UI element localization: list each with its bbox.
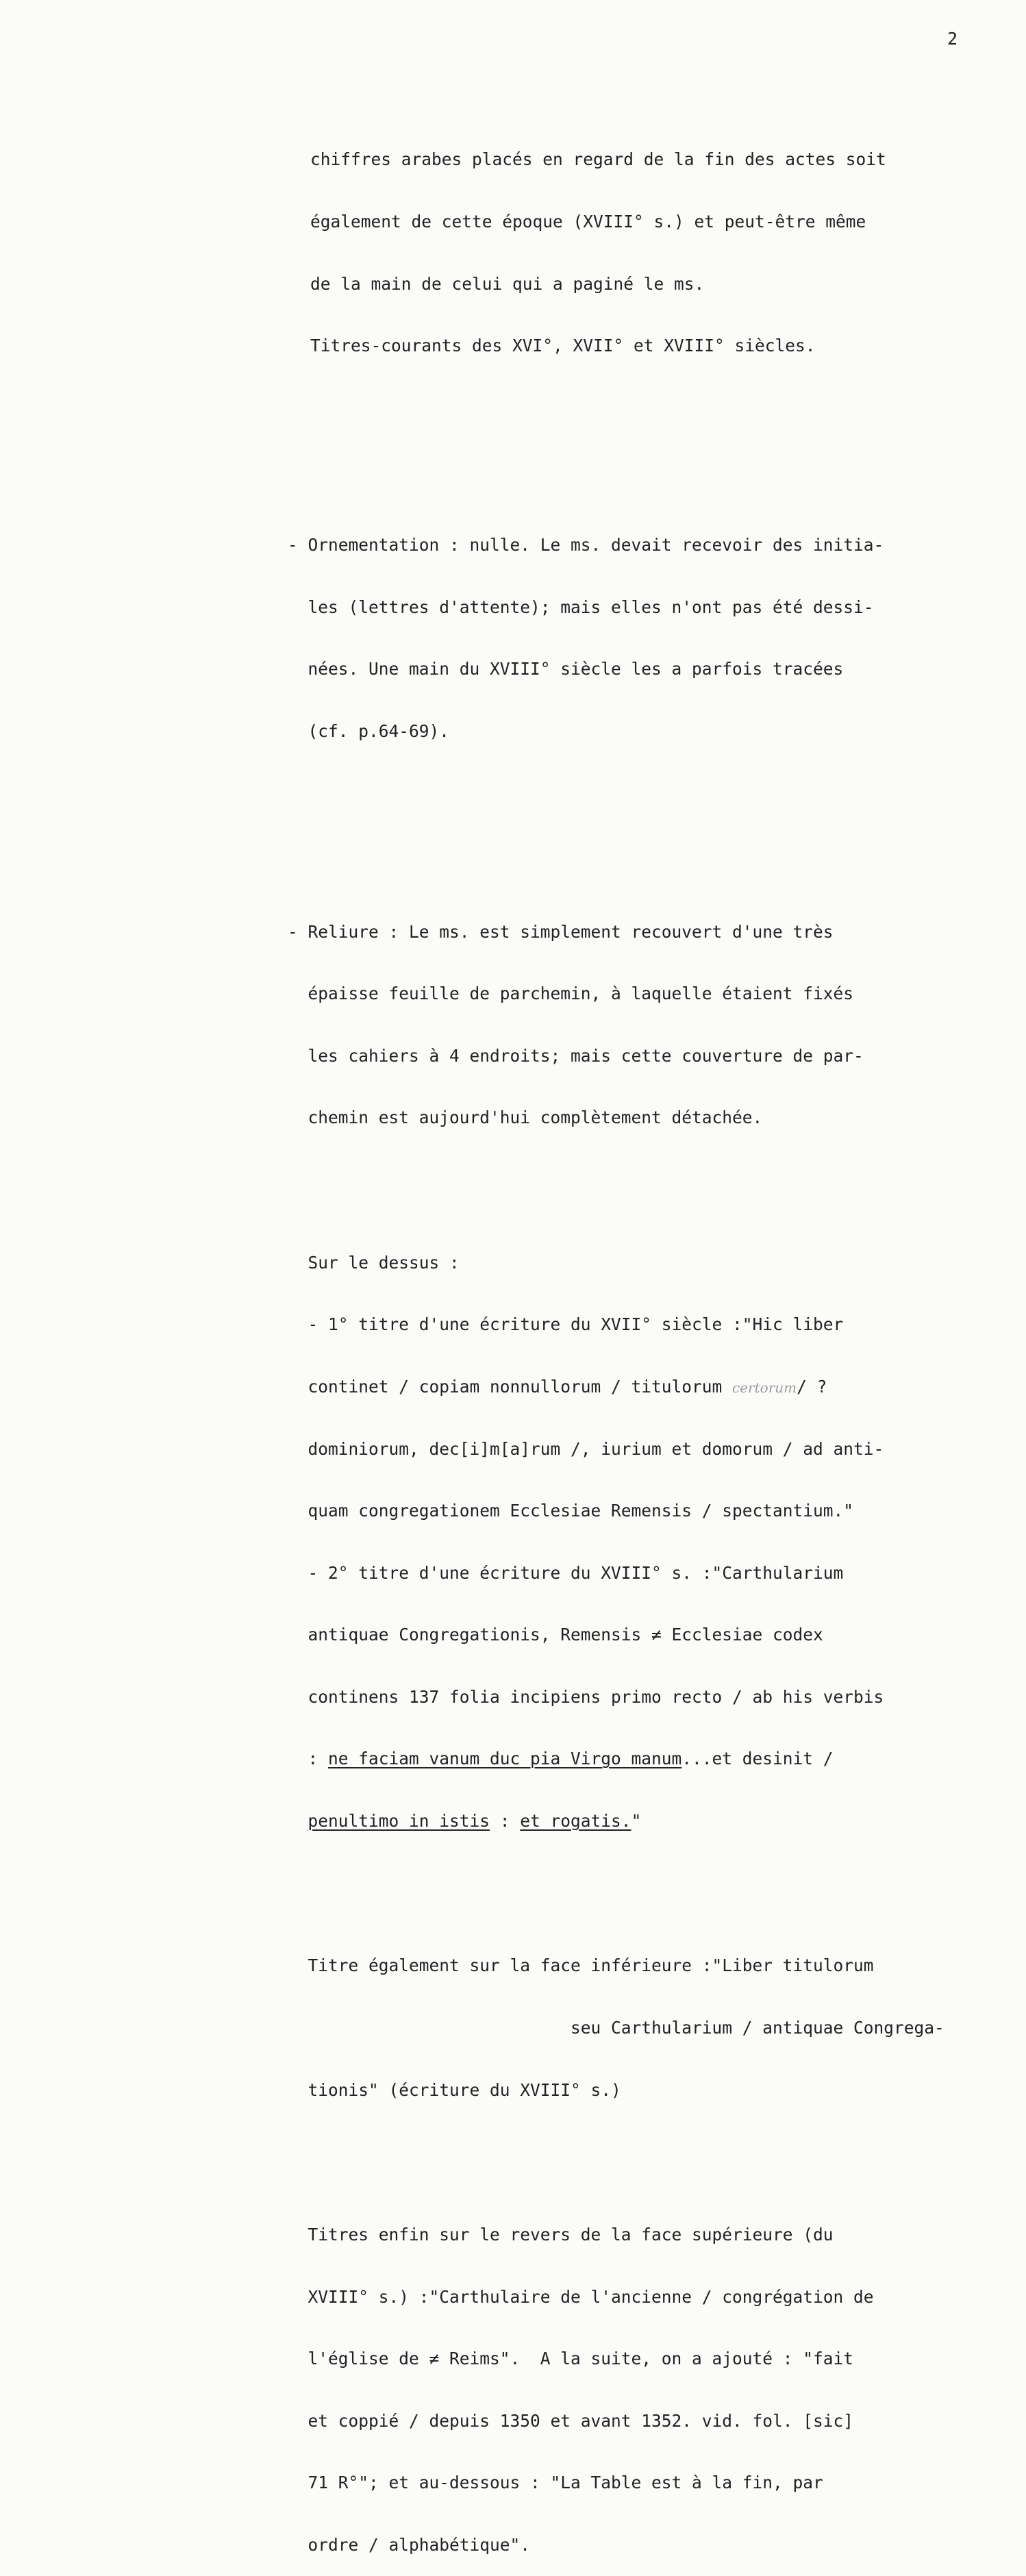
typed-text-body xyxy=(288,108,1024,2576)
ornementation-line: nées. Une main du XVIII° siècle les a parfois tracées xyxy=(288,659,844,679)
dessus-line: quam congregationem Ecclesiae Remensis / spectantium." xyxy=(288,1501,854,1521)
dessus-text: : xyxy=(490,1811,521,1831)
revers-line: XVIII° s.) :"Carthulaire de l'ancienne / congrégation de xyxy=(288,2286,874,2307)
revers-line: et coppié / depuis 1350 et avant 1352. vid. fol. [sic] xyxy=(288,2410,854,2431)
dessus-line: antiquae Congregationis, Remensis ≠ Ecclesiae codex xyxy=(288,1625,823,1645)
dessus-text: / ? xyxy=(797,1376,827,1397)
reliure-line: chemin est aujourd'hui complètement détachée. xyxy=(288,1108,763,1128)
text-line: Titres-courants des XVI°, XVII° et XVIII° siècles. xyxy=(310,336,816,356)
inferieure-line: Titre également sur la face inférieure :"Liber titulorum xyxy=(288,1955,874,1976)
text-line: de la main de celui qui a paginé le ms. xyxy=(310,273,705,294)
revers-line: l'église de ≠ Reims". A la suite, on a ajouté : "fait xyxy=(288,2349,854,2369)
dessus-line xyxy=(288,1377,1024,1397)
reliure-line: les cahiers à 4 endroits; mais cette couverture de par- xyxy=(288,1045,864,1066)
underlined-quote: penultimo in istis xyxy=(308,1811,490,1831)
text-line: chiffres arabes placés en regard de la fin des actes soit xyxy=(310,149,886,170)
inferieure-line: seu Carthularium / antiquae Congrega- xyxy=(288,2018,944,2038)
dessus-text xyxy=(288,1811,308,1831)
inferieure-line: tionis" (écriture du XVIII° s.) xyxy=(288,2079,621,2100)
revers-line: 71 R°"; et au-dessous : "La Table est à la fin, par xyxy=(288,2473,823,2493)
dessus-text: continet / copiam nonnullorum / titulorum xyxy=(288,1376,733,1397)
dessus-line xyxy=(288,1811,1024,1831)
underlined-quote: et rogatis. xyxy=(520,1811,631,1831)
handwritten-annotation: certorum xyxy=(732,1379,797,1396)
reliure-line: épaisse feuille de parchemin, à laquelle étaient fixés xyxy=(288,984,854,1004)
page-number: 2 xyxy=(947,29,958,49)
ornementation-line: (cf. p.64-69). xyxy=(288,721,450,741)
dessus-line: - 1° titre d'une écriture du XVII° siècle :"Hic liber xyxy=(288,1314,844,1335)
ornementation-line: les (lettres d'attente); mais elles n'ont pas été dessi- xyxy=(288,597,874,617)
dessus-text: : xyxy=(288,1749,329,1769)
dessus-line: Sur le dessus : xyxy=(288,1252,460,1273)
revers-line: ordre / alphabétique". xyxy=(288,2535,531,2555)
revers-line: Titres enfin sur le revers de la face supérieure (du xyxy=(288,2225,834,2245)
dessus-line: continens 137 folia incipiens primo recto / ab his verbis xyxy=(288,1686,884,1707)
text-line: également de cette époque (XVIII° s.) et peut-être même xyxy=(310,212,866,232)
dessus-line: - 2° titre d'une écriture du XVIII° s. :"Carthularium xyxy=(288,1562,844,1583)
ornementation-line: - Ornementation : nulle. Le ms. devait recevoir des initia- xyxy=(288,534,884,555)
dessus-text: " xyxy=(631,1811,642,1831)
dessus-text: ...et desinit / xyxy=(681,1749,834,1769)
dessus-line xyxy=(288,1749,1024,1769)
underlined-quote: ne faciam vanum duc pia Virgo manum xyxy=(328,1749,682,1769)
reliure-line: - Reliure : Le ms. est simplement recouvert d'une très xyxy=(288,921,834,942)
dessus-line: dominiorum, dec[i]m[a]rum /, iurium et domorum / ad anti- xyxy=(288,1438,884,1459)
